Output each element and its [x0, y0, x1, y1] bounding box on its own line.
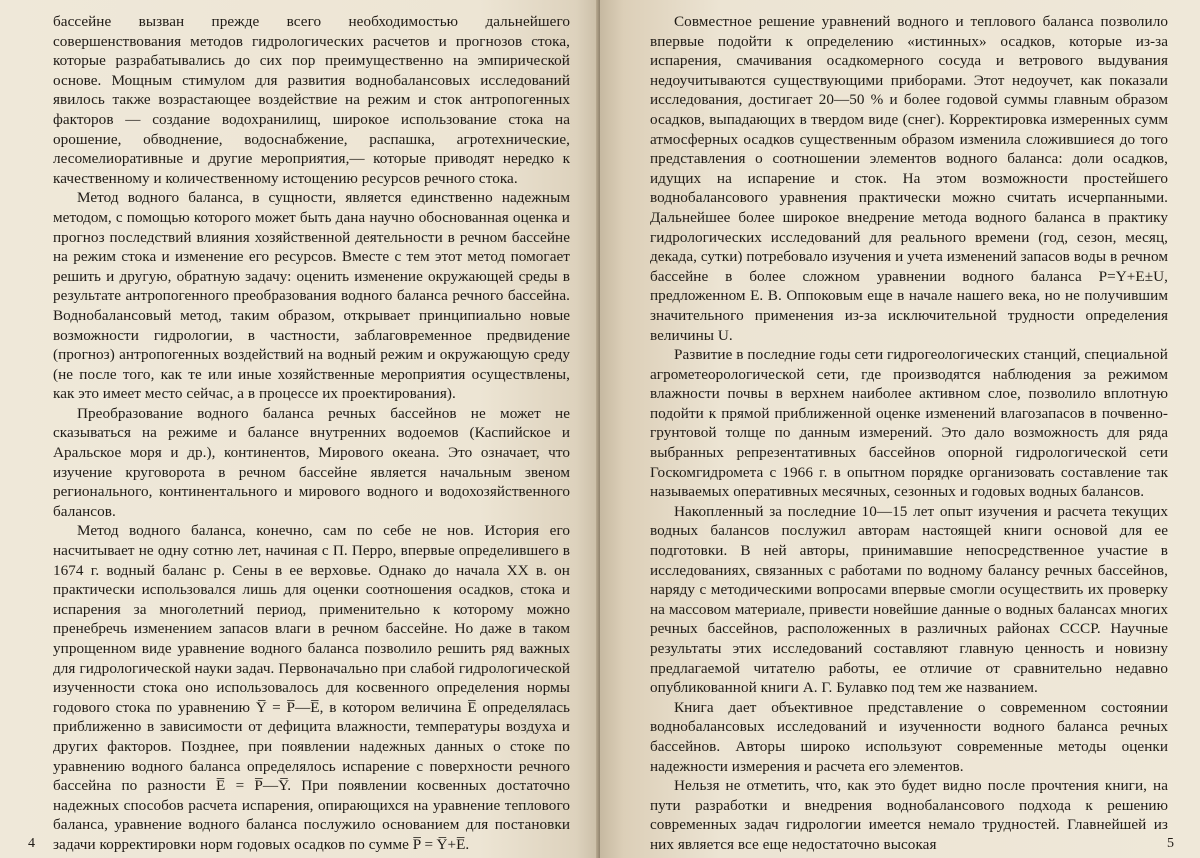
paragraph: Книга дает объективное представление о современном состоянии воднобалансовых исследований и изученности водного баланса речных бассейнов. Авторы широко используют современные методы оценки надежности измерения и расчета его элементов. [650, 698, 1168, 775]
paragraph: Накопленный за последние 10—15 лет опыт изучения и расчета текущих водных балансов послужил авторам настоящей книги основой для ее подготовки. В ней авторы, принимавшие непосредственное участие в исследованиях, связанных с работами по водному балансу речных бассейнов, наряду с методическими вопросами впервые смогли осуществить их проверку на массовом материале, привести новейшие данные о водных балансах многих речных бассейнов, расположенных в различных районах СССР. Научные результаты этих исследований составляют главную ценность и новизну предлагаемой читателю работы, ее отличие от сравнительно недавно опубликованной книги А. Г. Булавко под тем же названием. [650, 502, 1168, 697]
paragraph: бассейне вызван прежде всего необходимостью дальнейшего совершенствования методов гидрологических расчетов и прогнозов стока, которые разрабатывались до сих пор преимущественно на эмпирической основе. Мощным стимулом для развития воднобалансовых исследований явилось также возрастающее воздействие на режим и сток антропогенных факторов — создание водохранилищ, широкое использование стока на орошение, обводнение, водоснабжение, распашка, агротехнические, лесомелиоративные и другие мероприятия,— которые приводят нередко к качественному и количественному истощению ресурсов речного стока. [53, 13, 570, 187]
right-page [600, 0, 1200, 858]
paragraph: Развитие в последние годы сети гидрогеологических станций, специальной агрометеорологической сети, где производятся наблюдения за режимом влажности почвы в верхнем наиболее активном слое, позволило вплотную подойти к прямой приближенной оценке изменений влагозапасов в почвенно-грунтовой толще по данным измерений. Это дало возможность для ряда выбранных репрезентативных бассейнов опорной гидрологической сети Госкомгидромета с 1966 г. в опытном порядке организовать составление так называемых оперативных месячных, сезонных и годовых водных балансов. [650, 346, 1168, 501]
paragraph: Нельзя не отметить, что, как это будет видно после прочтения книги, на пути разработки и внедрения воднобалансового подхода к решению современных задач гидрологии имеется немало трудностей. Главнейшей из них является все еще недостаточно высокая [650, 777, 1168, 853]
paragraph: Преобразование водного баланса речных бассейнов не может не сказываться на режиме и балансе внутренних водоемов (Каспийское и Аральское моря и др.), континентов, Мирового океана. Это означает, что изучение круговорота в речном бассейне является начальным звеном регионального, континентального и мирового водного и водохозяйственного балансов. [53, 404, 570, 520]
paragraph: Совместное решение уравнений водного и теплового баланса позволило впервые подойти к определению «истинных» осадков, которые из-за испарения, смачивания осадкомерного сосуда и ветрового выдувания недоучитываются существующими приборами. Этот недоучет, как показали исследования, достигает 20—50 % и более годовой суммы главным образом осадков, выпадающих в твердом виде (снег). Корректировка измеренных сумм атмосферных осадков существенным образом изменила сложившиеся до того представления о соотношении элементов водного баланса: доли осадков, идущих на испарение и сток. На этом возможности простейшего воднобалансового уравнения практически можно считать исчерпанными. Дальнейшее более широкое внедрение метода водного баланса в практику гидрологических исследований для реального времени (год, сезон, месяц, декада, сутки) потребовало изучения и учета изменений запасов воды в речном бассейне в более сложном уравнении водного баланса P=Y+E±U, предложенном Е. В. Оппоковым еще в начале нашего века, но не получившим значительного применения из-за исключительной трудности определения величины U. [650, 13, 1168, 344]
paragraph: Метод водного баланса, конечно, сам по себе не нов. История его насчитывает не одну сотню лет, начиная с П. Перро, впервые определившего в 1674 г. водный баланс р. Сены в ее верховье. Однако до начала XX в. он практически использовался лишь для оценки соотношения осадков, стока и испарения за многолетний период, применительно к которому можно пренебречь изменением запасов влаги в речном бассейне. Но даже в таком упрощенном виде уравнение водного баланса позволило решить ряд важных для гидрологической науки задач. Первоначально при слабой гидрологической изученности стока оно использовалось для косвенного определения нормы годового стока по уравнению Y̅ = P̅—E̅, в котором величина E̅ определялась приближенно в зависимости от дефицита влажности, температуры воздуха и других факторов. Позднее, при появлении надежных данных о стоке по уравнению водного баланса определялось испарение с поверхности речного бассейна по разности E̅ = P̅—Y̅. При появлении косвенных достаточно надежных способов расчета испарения, опирающихся на уравнение теплового баланса, уравнение водного баланса послужило основанием для постановки задачи корректировки норм годовых осадков по сумме P̅ = Y̅+E̅. [53, 522, 570, 853]
page-number: 4 [28, 836, 35, 851]
page-number: 5 [1167, 836, 1174, 851]
paragraph: Метод водного баланса, в сущности, является единственно надежным методом, с помощью которого может быть дана научно обоснованная оценка и прогноз последствий влияния хозяйственной деятельности в речном бассейне на режим стока и изменение его ресурсов. Вместе с тем этот метод помогает решить и другую, обратную задачу: оценить изменение окружающей среды в результате антропогенного преобразования водного баланса речного бассейна. Воднобалансовый метод, таким образом, открывает принципиально новые возможности гидрологии, в частности, заблаговременное предвидение (прогноз) антропогенных воздействий на водный режим и окружающую среду (не после того, как те или иные хозяйственные мероприятия осуществлены, как это имеет место сейчас, а в процессе их проектирования). [53, 189, 570, 403]
